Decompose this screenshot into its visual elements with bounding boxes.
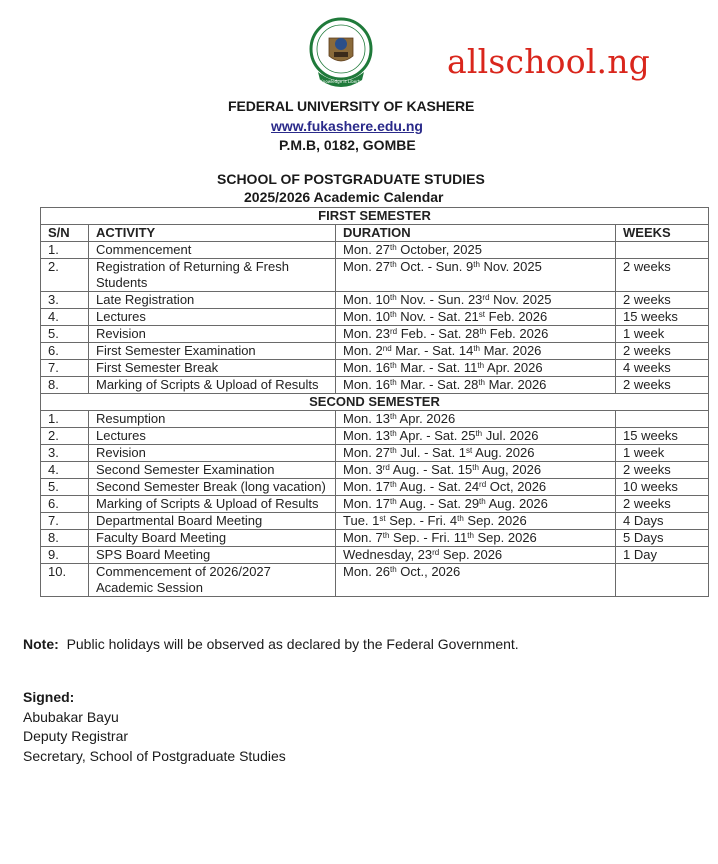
row-sn: 9. [41, 547, 89, 564]
row-sn: 10. [41, 564, 89, 597]
row-weeks: 10 weeks [616, 479, 709, 496]
row-activity: Resumption [89, 411, 336, 428]
signatory-position: Secretary, School of Postgraduate Studies [23, 747, 286, 764]
row-weeks [616, 564, 709, 597]
first-semester-header [41, 208, 709, 225]
row-weeks: 2 weeks [616, 496, 709, 513]
table-row [41, 309, 709, 326]
row-duration: Mon. 27th October, 2025 [336, 242, 616, 259]
row-weeks [616, 242, 709, 259]
row-activity: Revision [89, 326, 336, 343]
row-weeks: 1 week [616, 445, 709, 462]
row-duration: Mon. 27th Oct. - Sun. 9th Nov. 2025 [336, 259, 616, 292]
table-row [41, 242, 709, 259]
column-header-row [41, 225, 709, 242]
table-row [41, 377, 709, 394]
row-activity: Marking of Scripts & Upload of Results [89, 377, 336, 394]
row-duration: Mon. 7th Sep. - Fri. 11th Sep. 2026 [336, 530, 616, 547]
row-sn: 5. [41, 479, 89, 496]
row-weeks: 2 weeks [616, 462, 709, 479]
row-activity: Registration of Returning & Fresh Students [89, 259, 336, 292]
row-sn: 1. [41, 242, 89, 259]
school-title: SCHOOL OF POSTGRADUATE STUDIES [217, 171, 485, 187]
column-header-sn: S/N [41, 225, 89, 242]
table-row [41, 564, 709, 597]
table-row [41, 496, 709, 513]
row-sn: 5. [41, 326, 89, 343]
row-weeks: 4 weeks [616, 360, 709, 377]
row-activity: Revision [89, 445, 336, 462]
row-weeks [616, 411, 709, 428]
calendar-title: 2025/2026 Academic Calendar [244, 189, 444, 205]
table-row [41, 479, 709, 496]
row-sn: 3. [41, 445, 89, 462]
table-row [41, 513, 709, 530]
row-activity: Marking of Scripts & Upload of Results [89, 496, 336, 513]
row-duration: Mon. 26th Oct., 2026 [336, 564, 616, 597]
row-activity: Departmental Board Meeting [89, 513, 336, 530]
row-activity: Commencement of 2026/2027 Academic Session [89, 564, 336, 597]
row-duration: Mon. 27th Jul. - Sat. 1st Aug. 2026 [336, 445, 616, 462]
table-row [41, 259, 709, 292]
row-duration: Mon. 13th Apr. - Sat. 25th Jul. 2026 [336, 428, 616, 445]
row-activity: First Semester Examination [89, 343, 336, 360]
table-row [41, 462, 709, 479]
row-weeks: 1 Day [616, 547, 709, 564]
watermark: allschool.ng [447, 42, 651, 81]
row-activity: Second Semester Break (long vacation) [89, 479, 336, 496]
row-sn: 3. [41, 292, 89, 309]
row-duration: Mon. 10th Nov. - Sat. 21st Feb. 2026 [336, 309, 616, 326]
row-sn: 1. [41, 411, 89, 428]
table-row [41, 547, 709, 564]
signatory-title: Deputy Registrar [23, 728, 129, 744]
svg-text:Knowledge is Liberty: Knowledge is Liberty [320, 79, 362, 84]
table-row [41, 360, 709, 377]
row-activity: Lectures [89, 309, 336, 326]
note [23, 636, 519, 652]
table-row [41, 530, 709, 547]
row-duration: Mon. 3rd Aug. - Sat. 15th Aug, 2026 [336, 462, 616, 479]
row-sn: 4. [41, 462, 89, 479]
signatory-name: Abubakar Bayu [23, 708, 119, 725]
row-sn: 8. [41, 530, 89, 547]
row-activity: Lectures [89, 428, 336, 445]
row-weeks: 2 weeks [616, 343, 709, 360]
row-weeks: 15 weeks [616, 309, 709, 326]
row-weeks: 5 Days [616, 530, 709, 547]
row-weeks: 4 Days [616, 513, 709, 530]
column-header-activity: ACTIVITY [89, 225, 336, 242]
academic-calendar-table [40, 207, 709, 597]
column-header-weeks: WEEKS [616, 225, 709, 242]
signed-label: Signed: [23, 689, 75, 705]
row-duration: Mon. 13th Apr. 2026 [336, 411, 616, 428]
row-sn: 8. [41, 377, 89, 394]
row-weeks: 2 weeks [616, 259, 709, 292]
row-weeks: 2 weeks [616, 292, 709, 309]
table-row [41, 343, 709, 360]
row-duration: Mon. 2nd Mar. - Sat. 14th Mar. 2026 [336, 343, 616, 360]
note-label: Note: [23, 636, 59, 652]
table-row [41, 428, 709, 445]
row-duration: Mon. 23rd Feb. - Sat. 28th Feb. 2026 [336, 326, 616, 343]
row-sn: 2. [41, 428, 89, 445]
first-semester-label: FIRST SEMESTER [41, 208, 709, 225]
row-sn: 6. [41, 496, 89, 513]
table-row [41, 292, 709, 309]
row-weeks: 2 weeks [616, 377, 709, 394]
university-name: FEDERAL UNIVERSITY OF KASHERE [228, 98, 475, 114]
row-sn: 6. [41, 343, 89, 360]
row-sn: 7. [41, 360, 89, 377]
row-weeks: 1 week [616, 326, 709, 343]
row-activity: Faculty Board Meeting [89, 530, 336, 547]
row-sn: 4. [41, 309, 89, 326]
row-activity: Commencement [89, 242, 336, 259]
row-duration: Mon. 17th Aug. - Sat. 24rd Oct, 2026 [336, 479, 616, 496]
row-duration: Tue. 1st Sep. - Fri. 4th Sep. 2026 [336, 513, 616, 530]
table-row [41, 445, 709, 462]
second-semester-header [41, 394, 709, 411]
row-duration: Mon. 16th Mar. - Sat. 28th Mar. 2026 [336, 377, 616, 394]
row-duration: Mon. 16th Mar. - Sat. 11th Apr. 2026 [336, 360, 616, 377]
row-sn: 2. [41, 259, 89, 292]
second-semester-label: SECOND SEMESTER [41, 394, 709, 411]
row-activity: Second Semester Examination [89, 462, 336, 479]
row-duration: Wednesday, 23rd Sep. 2026 [336, 547, 616, 564]
row-weeks: 15 weeks [616, 428, 709, 445]
row-sn: 7. [41, 513, 89, 530]
note-text: Public holidays will be observed as declared by the Federal Government. [66, 636, 519, 652]
university-website-link[interactable]: www.fukashere.edu.ng [271, 118, 423, 134]
row-duration: Mon. 10th Nov. - Sun. 23rd Nov. 2025 [336, 292, 616, 309]
row-activity: First Semester Break [89, 360, 336, 377]
column-header-duration: DURATION [336, 225, 616, 242]
table-row [41, 411, 709, 428]
row-duration: Mon. 17th Aug. - Sat. 29th Aug. 2026 [336, 496, 616, 513]
signature-block [23, 688, 286, 766]
university-crest-logo [308, 16, 374, 92]
table-row [41, 326, 709, 343]
row-activity: SPS Board Meeting [89, 547, 336, 564]
university-address: P.M.B, 0182, GOMBE [279, 137, 416, 153]
row-activity: Late Registration [89, 292, 336, 309]
